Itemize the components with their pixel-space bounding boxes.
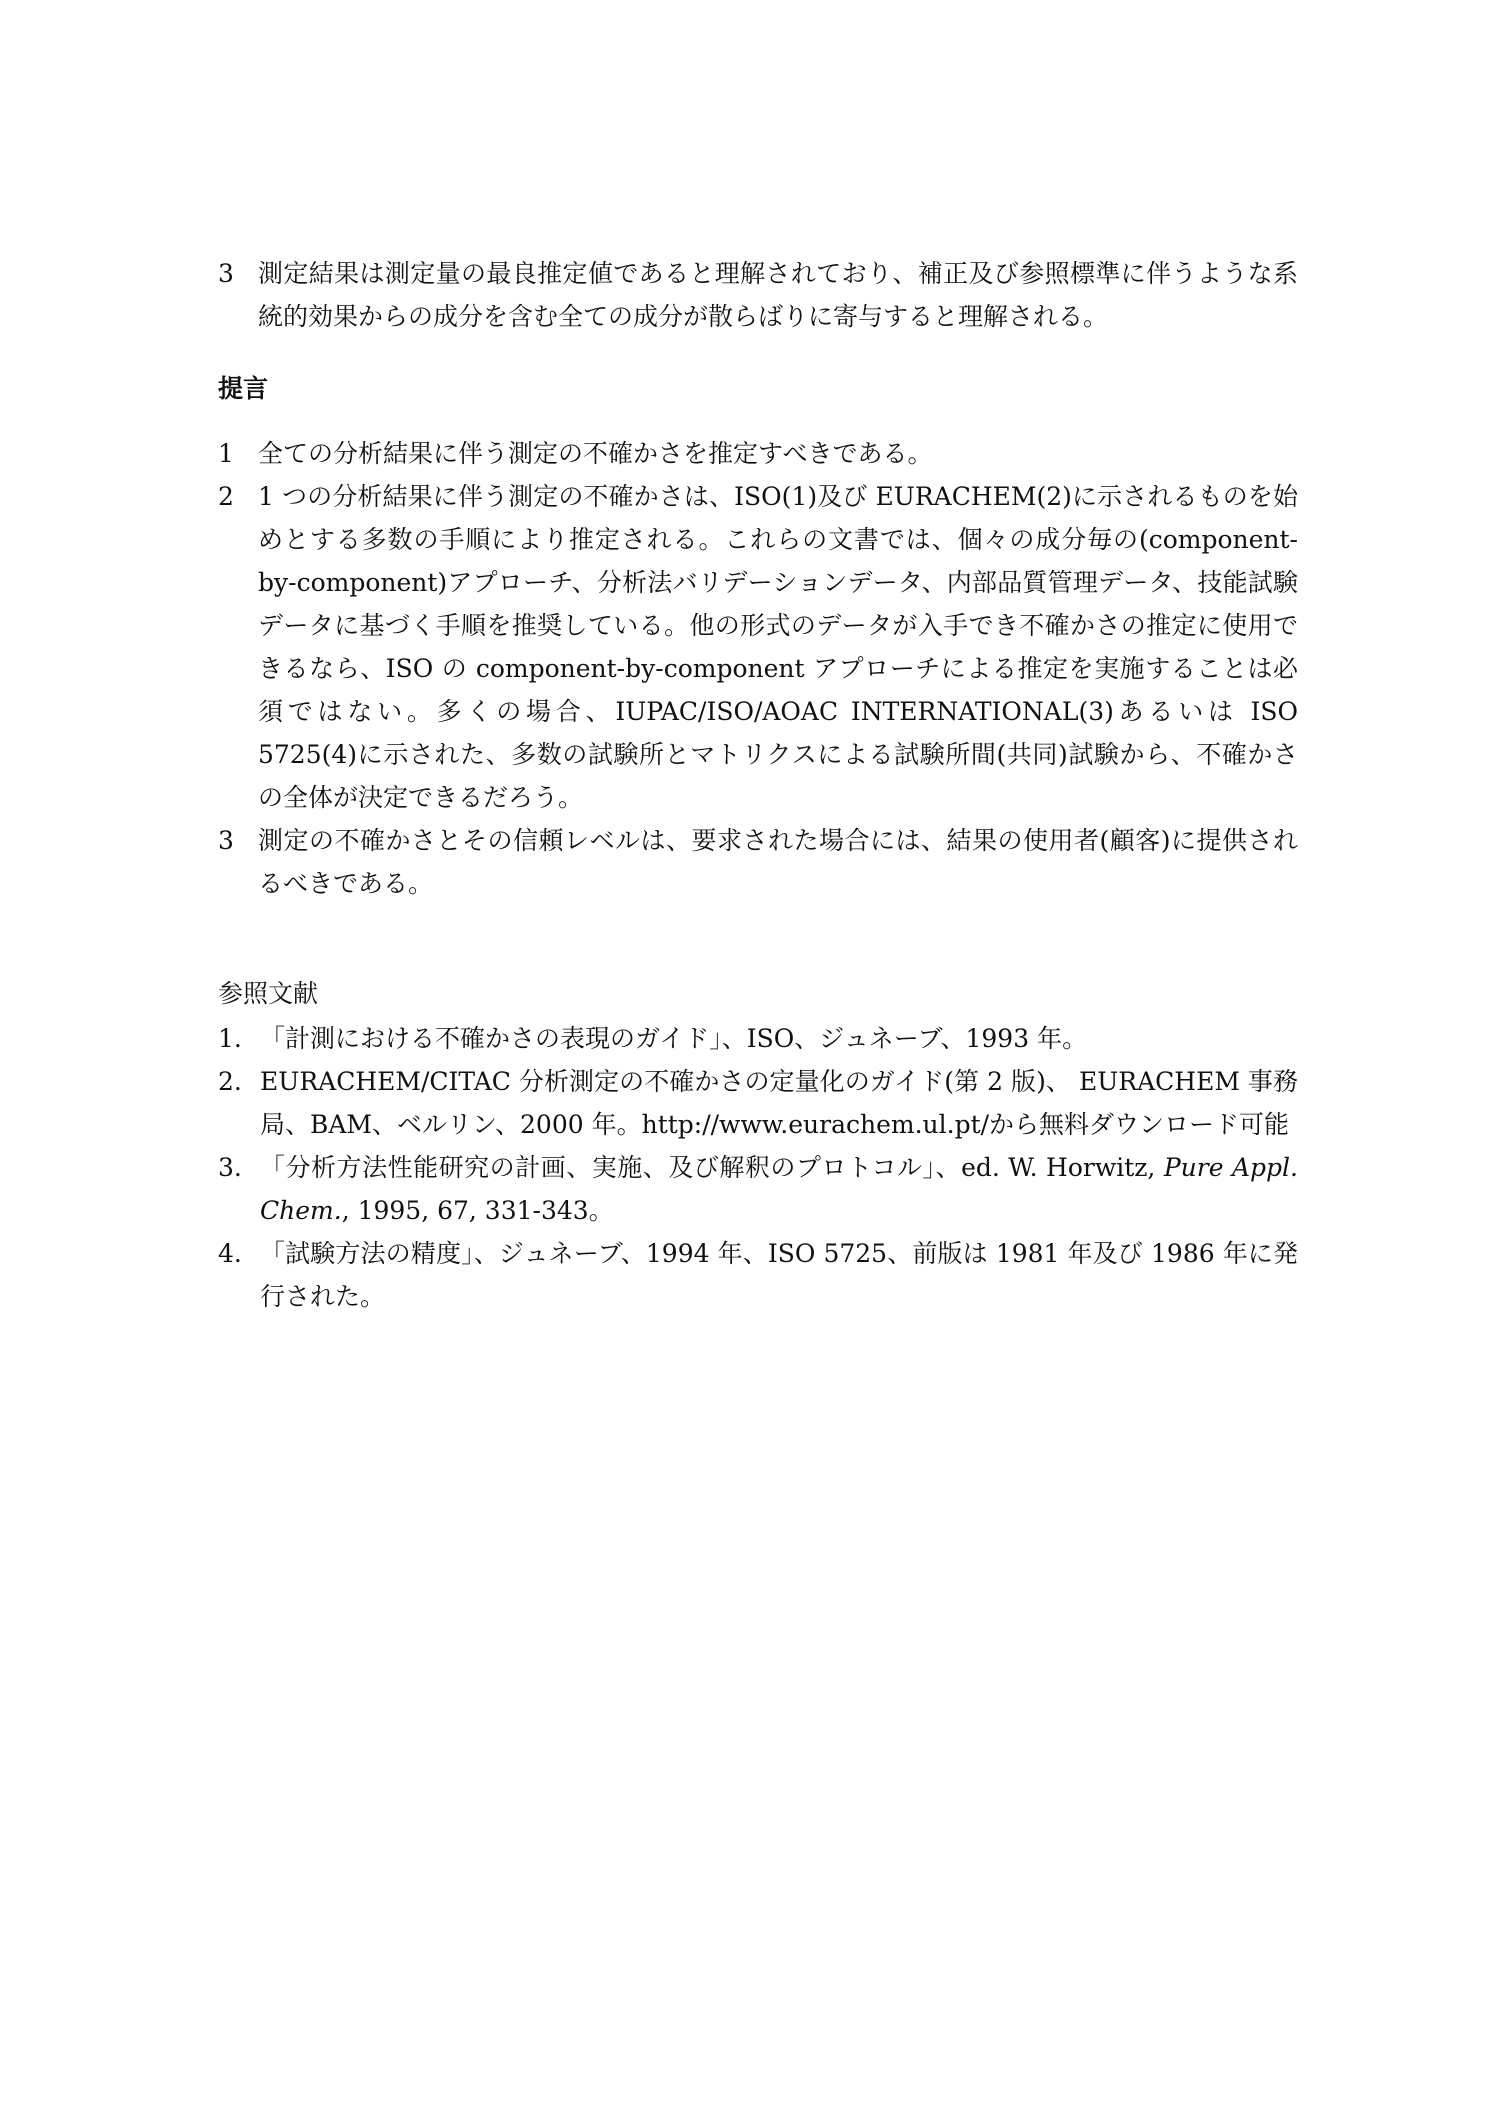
- reference-text-before: 「分析方法性能研究の計画、実施、及び解釈のプロトコル」、ed. W. Horwitz,: [260, 1153, 1164, 1182]
- references-list: [218, 1017, 1298, 1318]
- reference-item-2: [218, 1060, 1298, 1146]
- finding-item-3: [218, 252, 1298, 338]
- reference-text: 「計測における不確かさの表現のガイド」、ISO、ジュネーブ、1993 年。: [260, 1024, 1088, 1053]
- recommendations-list: [218, 432, 1298, 905]
- reference-text: EURACHEM/CITAC 分析測定の不確かさの定量化のガイド(第 2 版)、 EURACHEM 事務局、BAM、ベルリン、2000 年。http://www.eurachem.ul.pt/から無料ダウンロード可能: [260, 1067, 1298, 1139]
- recommendation-text: 1 つの分析結果に伴う測定の不確かさは、ISO(1)及び EURACHEM(2)に示されるものを始めとする多数の手順により推定される。これらの文書では、個々の成分毎の(component-by-component)アプローチ、分析法バリデーションデータ、内部品質管理データ、技能試験データに基づく手順を推奨している。他の形式のデータが入手でき不確かさの推定に使用できるなら、ISO の component-by-component アプローチによる推定を実施することは必須ではない。多くの場合、IUPAC/ISO/AOAC INTERNATIONAL(3)あるいは ISO 5725(4)に示された、多数の試験所とマトリクスによる試験所間(共同)試験から、不確かさの全体が決定できるだろう。: [258, 482, 1298, 812]
- recommendation-text: 全ての分析結果に伴う測定の不確かさを推定すべきである。: [258, 439, 933, 468]
- reference-journal: Pure Appl. Chem.: [260, 1153, 1298, 1225]
- reference-number: 1.: [218, 1024, 242, 1053]
- reference-number: 3.: [218, 1153, 242, 1182]
- finding-number: 3: [218, 259, 234, 288]
- recommendation-number: 1: [218, 439, 234, 468]
- recommendation-item-1: [218, 432, 1298, 475]
- reference-item-1: [218, 1017, 1298, 1060]
- recommendation-item-3: [218, 819, 1298, 905]
- finding-text: 測定結果は測定量の最良推定値であると理解されており、補正及び参照標準に伴うような系統的効果からの成分を含む全ての成分が散らばりに寄与すると理解される。: [258, 259, 1298, 331]
- reference-text-after: , 1995, 67, 331-343。: [341, 1196, 614, 1225]
- recommendations-heading: 提言: [218, 374, 269, 403]
- reference-item-4: [218, 1232, 1298, 1318]
- references-heading: 参照文献: [218, 979, 319, 1008]
- reference-text: 「試験方法の精度」、ジュネーブ、1994 年、ISO 5725、前版は 1981 年及び 1986 年に発行された。: [260, 1239, 1298, 1311]
- reference-item-3: [218, 1146, 1298, 1232]
- recommendation-number: 2: [218, 482, 234, 511]
- reference-number: 4.: [218, 1239, 242, 1268]
- recommendation-item-2: [218, 475, 1298, 819]
- recommendation-text: 測定の不確かさとその信頼レベルは、要求された場合には、結果の使用者(顧客)に提供されるべきである。: [258, 826, 1298, 898]
- findings-list: [218, 252, 1298, 338]
- recommendation-number: 3: [218, 826, 234, 855]
- reference-number: 2.: [218, 1067, 242, 1096]
